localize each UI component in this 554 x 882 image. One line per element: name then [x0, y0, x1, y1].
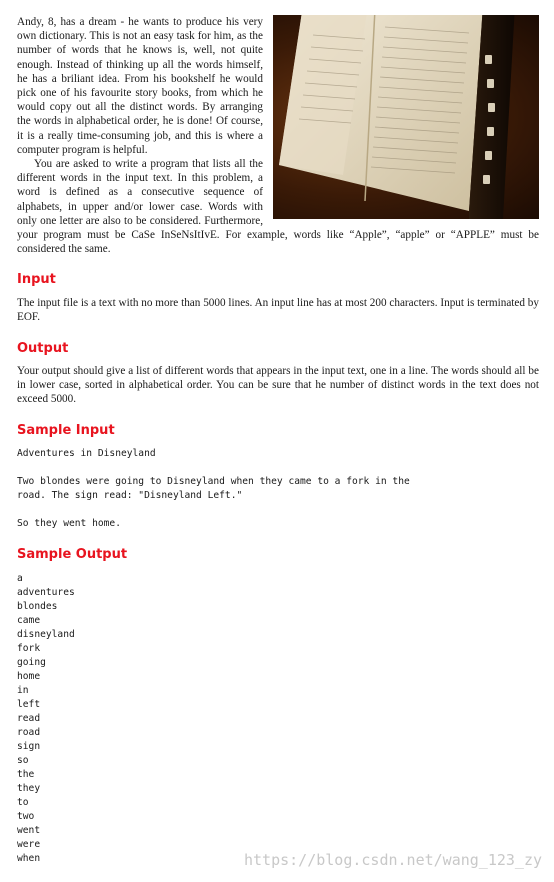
- list-item: left: [17, 699, 41, 710]
- sample-input-line: Two blondes were going to Disneyland when they came to a fork in the: [17, 476, 410, 487]
- sample-input-heading: Sample Input: [17, 423, 115, 438]
- problem-description: [17, 15, 539, 256]
- list-item: blondes: [17, 601, 58, 612]
- list-item: went: [17, 825, 41, 836]
- list-item: they: [17, 783, 41, 794]
- dictionary-book-photo: [273, 15, 539, 219]
- list-item: home: [17, 671, 41, 682]
- list-item: disneyland: [17, 629, 75, 640]
- list-item: so: [17, 755, 29, 766]
- list-item: two: [17, 811, 35, 822]
- list-item: came: [17, 615, 41, 626]
- intro-paragraph-1: Andy, 8, has a dream - he wants to produce his very own dictionary. This is not an easy task for him, as the number of words that he knows is, well, not quite enough. Instead of thinking up all the words himself, he has a briliant idea. From his bookshelf he would pick one of his favourite story books, from which he would copy out all the distinct words. By arranging the words in alphabetical order, he is done! Of course, it is a really time-consuming job, and this is where a computer program is helpful.: [17, 16, 263, 156]
- intro-paragraph-2: You are asked to write a program that lists all the different words in the input text. In this problem, a word is defined as a consecutive sequence of alphabets, in upper and/or lower case. Words with only one letter are also to be considered. Furthermore, your program must be CaSe InSeNsItIvE. For example, words like “Apple”, “apple” or “APPLE” must be considered the same.: [17, 158, 539, 256]
- sample-output-heading: Sample Output: [17, 547, 128, 562]
- sample-input-line: Adventures in Disneyland: [17, 448, 156, 459]
- list-item: adventures: [17, 587, 75, 598]
- sample-input-line: road. The sign read: "Disneyland Left.": [17, 490, 243, 501]
- sample-input-line: So they went home.: [17, 518, 121, 529]
- list-item: fork: [17, 643, 41, 654]
- list-item: sign: [17, 741, 41, 752]
- list-item: when: [17, 853, 41, 864]
- input-description: The input file is a text with no more than 5000 lines. An input line has at most 200 characters. Input is terminated by EOF.: [17, 297, 539, 323]
- sample-output-list: [17, 572, 75, 866]
- list-item: to: [17, 797, 29, 808]
- list-item: road: [17, 727, 41, 738]
- output-heading: Output: [17, 341, 69, 356]
- list-item: going: [17, 657, 46, 668]
- output-description: Your output should give a list of different words that appears in the input text, one in a line. The words should all be in lower case, sorted in alphabetical order. You can be sure that he number of distinct words in the text does not exceed 5000.: [17, 365, 539, 405]
- watermark-url: https://blog.csdn.net/wang_123_zy: [243, 851, 542, 869]
- input-heading: Input: [17, 272, 56, 287]
- list-item: were: [17, 839, 41, 850]
- list-item: read: [17, 713, 41, 724]
- list-item: a: [17, 573, 23, 584]
- list-item: the: [17, 769, 35, 780]
- list-item: in: [17, 685, 29, 696]
